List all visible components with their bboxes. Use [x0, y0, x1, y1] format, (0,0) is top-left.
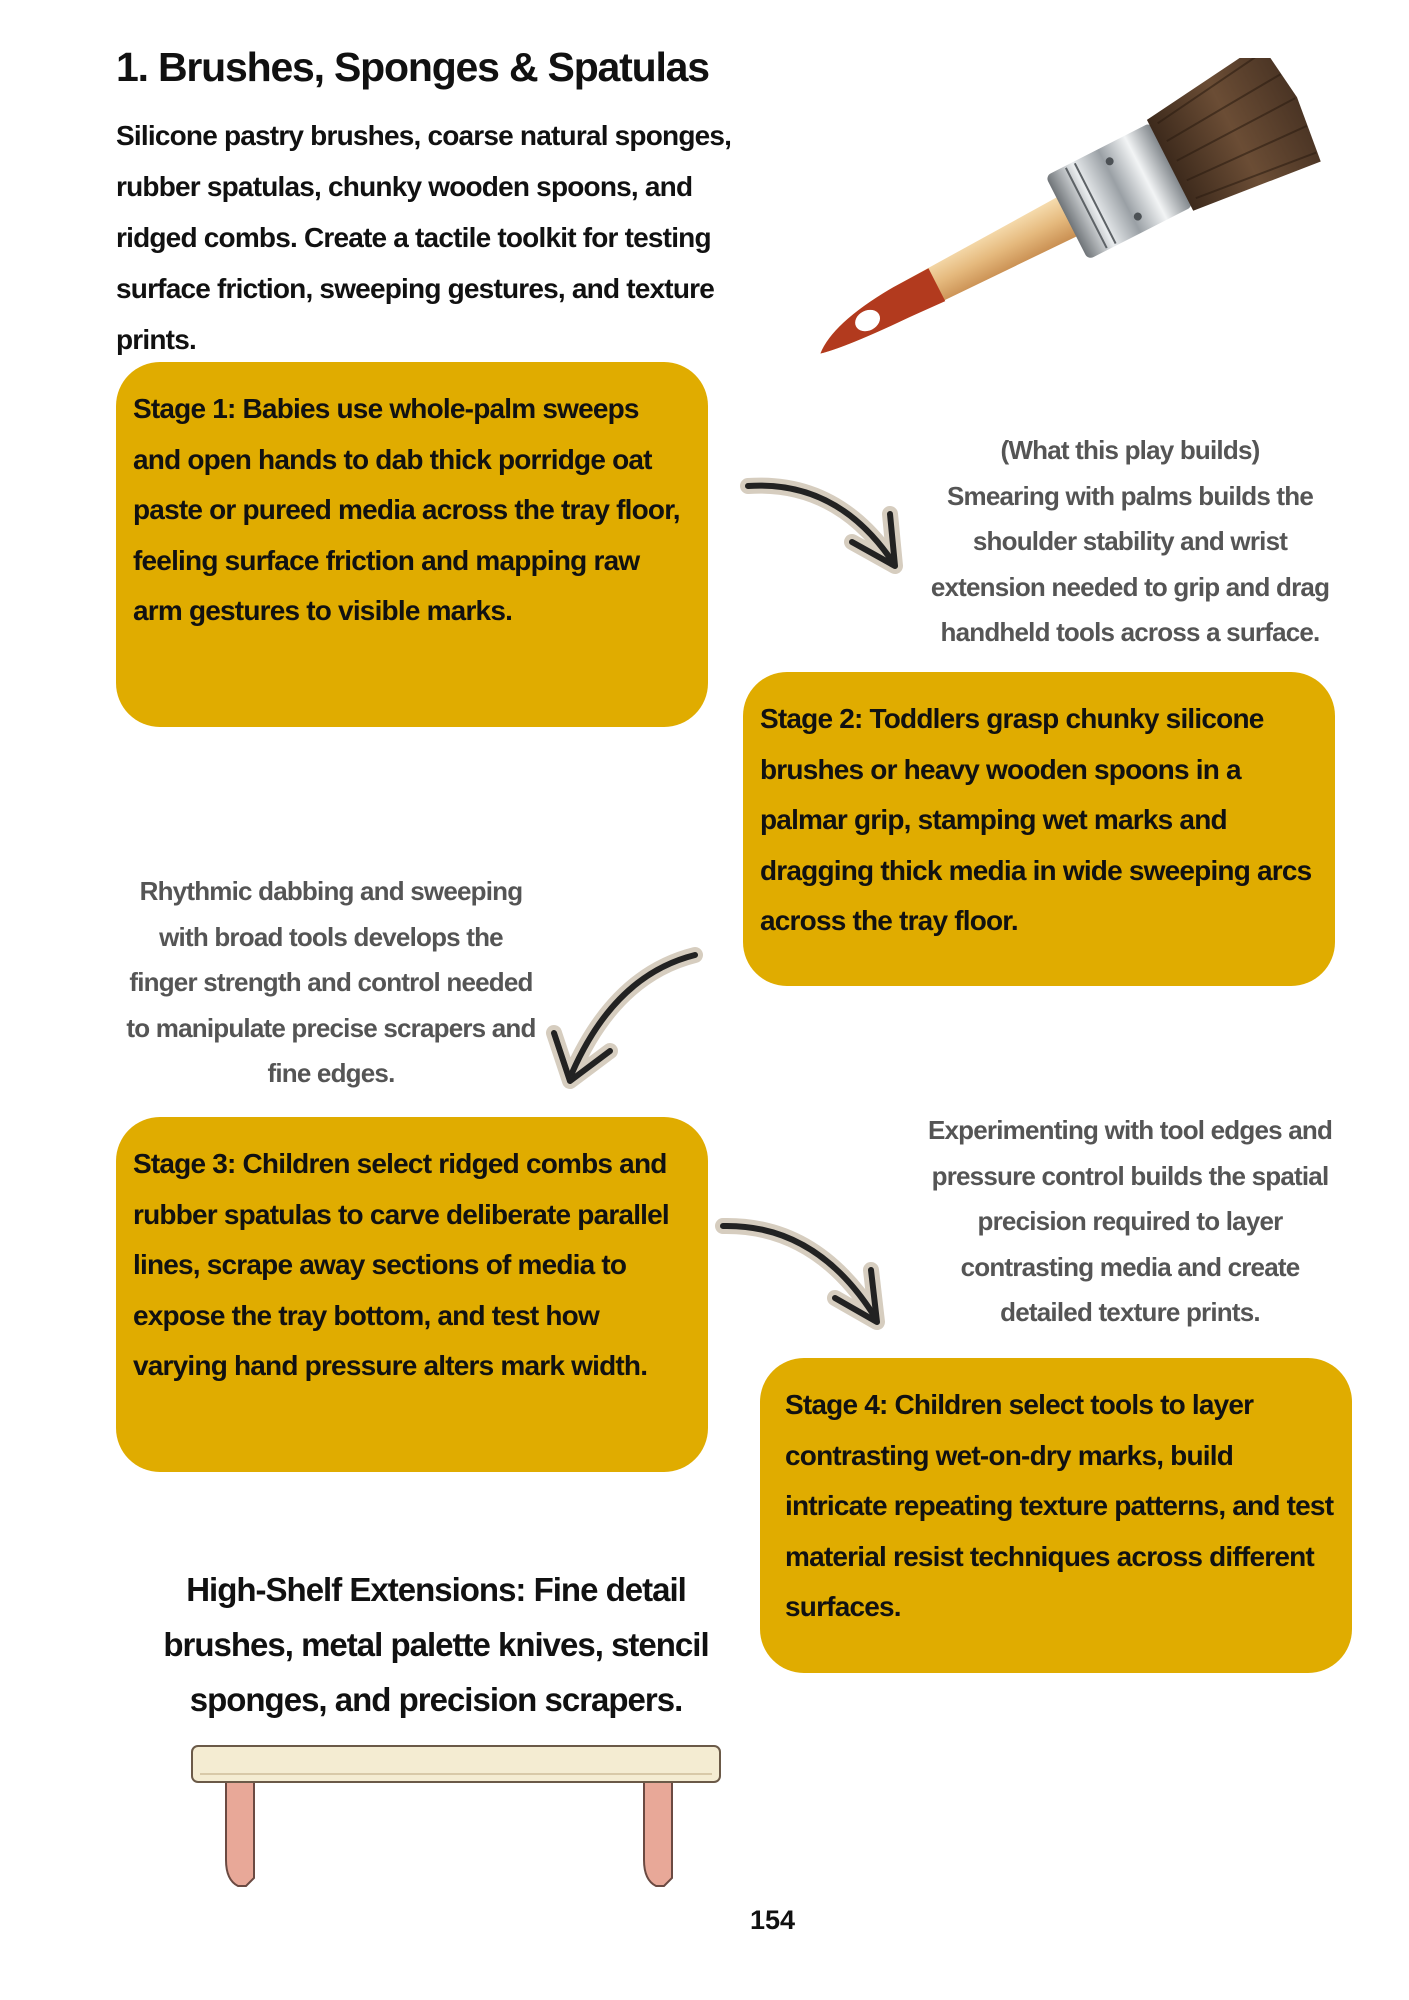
- page-title: 1. Brushes, Sponges & Spatulas: [116, 44, 709, 90]
- note-line: pressure control builds the spatial: [931, 1160, 1329, 1191]
- shelf-illustration: [186, 1740, 726, 1890]
- note-line: to manipulate precise scrapers and: [126, 1012, 536, 1043]
- note-line: precision required to layer: [977, 1206, 1283, 1236]
- note-line: detailed texture prints.: [1000, 1297, 1260, 1327]
- play-builds-note-2: [96, 869, 566, 1097]
- note-line: shoulder stability and wrist: [972, 526, 1288, 556]
- note-line: extension needed to grip and drag: [930, 571, 1330, 602]
- note-line: Experimenting with tool edges and: [927, 1115, 1333, 1145]
- stage-1-box: Stage 1: Babies use whole-palm sweeps and open hands to dab thick porridge oat paste or pureed media across the tray floor, feeling surface friction and mapping raw arm gestures to visible marks.: [116, 362, 708, 727]
- curved-arrow-icon: [740, 470, 920, 580]
- paint-brush-illustration: [770, 58, 1350, 378]
- page-number: 154: [749, 1905, 796, 1935]
- play-builds-note-1: [900, 428, 1360, 656]
- intro-text: Silicone pastry brushes, coarse natural sponges, rubber spatulas, chunky wooden spoons, and ridged combs. Create a tactile toolkit for testing surface friction, sweeping gestures, and texture prints.: [116, 120, 732, 355]
- stage-2-box: Stage 2: Toddlers grasp chunky silicone brushes or heavy wooden spoons in a palmar grip, stamping wet marks and dragging thick media in wide sweeping arcs across the tray floor.: [743, 672, 1335, 986]
- note-line: handheld tools across a surface.: [940, 617, 1320, 647]
- note-line: with broad tools develops the: [159, 921, 503, 952]
- note-line: contrasting media and create: [960, 1251, 1300, 1282]
- curved-arrow-icon: [715, 1210, 895, 1335]
- note-line: fine edges.: [267, 1058, 395, 1088]
- note-line: Rhythmic dabbing and sweeping: [139, 876, 523, 906]
- high-shelf-extensions-text: High-Shelf Extensions: Fine detail brushes, metal palette knives, stencil sponges, and precision scrapers.: [163, 1571, 709, 1718]
- note-heading: (What this play builds): [1000, 435, 1260, 465]
- stage-4-box: Stage 4: Children select tools to layer contrasting wet-on-dry marks, build intricate repeating texture patterns, and test material resist techniques across different surfaces.: [760, 1358, 1352, 1673]
- curved-arrow-icon: [540, 945, 705, 1095]
- play-builds-note-3: [900, 1108, 1360, 1336]
- note-line: finger strength and control needed: [129, 967, 533, 997]
- note-line: Smearing with palms builds the: [946, 480, 1314, 511]
- stage-3-box: Stage 3: Children select ridged combs and rubber spatulas to carve deliberate parallel lines, scrape away sections of media to expose the tray bottom, and test how varying hand pressure alters mark width.: [116, 1117, 708, 1472]
